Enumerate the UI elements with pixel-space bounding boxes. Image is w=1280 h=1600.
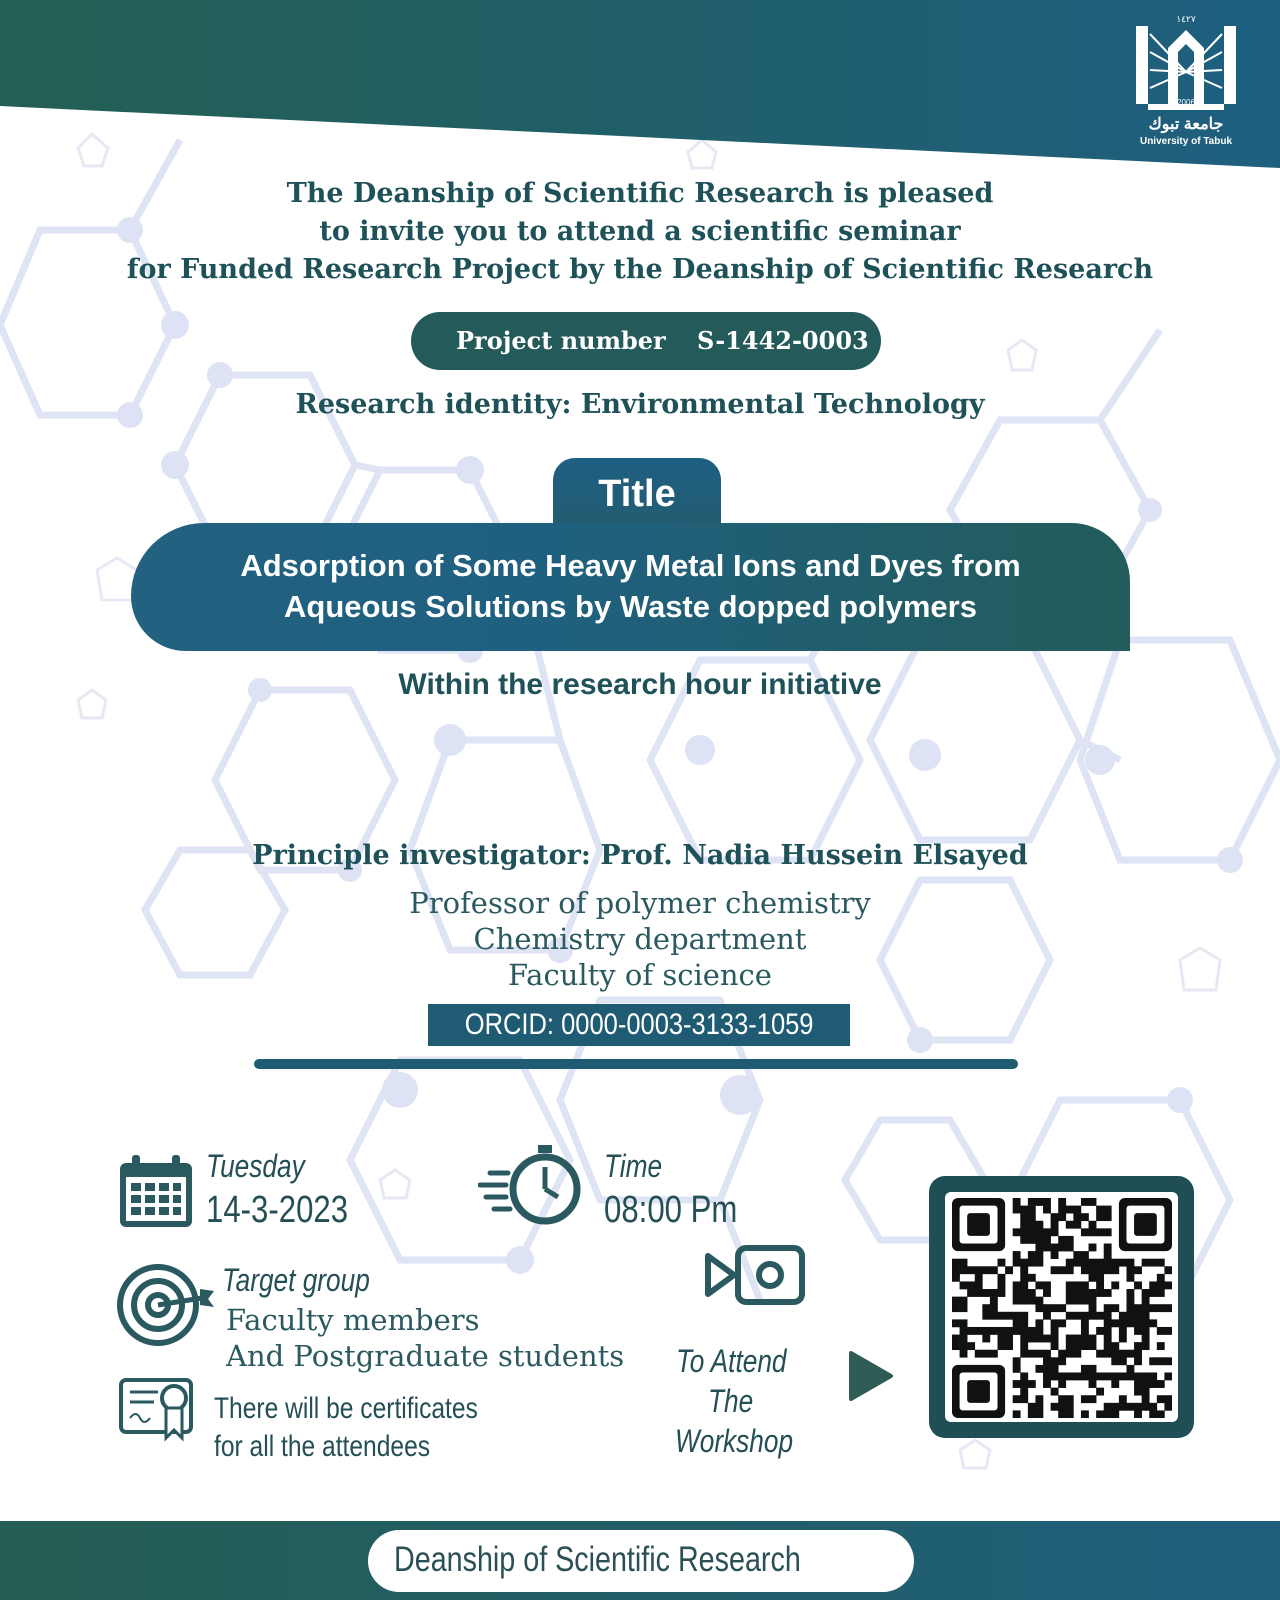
logo-english-name: University of Tabuk bbox=[1139, 136, 1233, 147]
event-day: Tuesday bbox=[206, 1148, 305, 1184]
target-icon bbox=[116, 1261, 216, 1349]
logo-emblem-icon bbox=[1128, 12, 1244, 112]
footer-label: Deanship of Scientific Research bbox=[394, 1540, 801, 1579]
time-label: Time bbox=[604, 1148, 663, 1184]
project-number-label: Project number bbox=[456, 326, 666, 355]
stopwatch-icon bbox=[478, 1145, 584, 1227]
attend-line-2: The bbox=[708, 1383, 754, 1419]
initiative-text: Within the research hour initiative bbox=[398, 668, 882, 701]
intro-line-1: The Deanship of Scientific Research is pleased bbox=[286, 178, 994, 209]
intro-text bbox=[0, 175, 1280, 289]
investigator-heading: Principle investigator: Prof. Nadia Hussein Elsayed bbox=[252, 840, 1028, 871]
event-date: 14-3-2023 bbox=[206, 1189, 349, 1231]
research-identity: Research identity: Environmental Technology bbox=[295, 389, 985, 420]
time-value: 08:00 Pm bbox=[604, 1189, 738, 1231]
title-line-1: Adsorption of Some Heavy Metal Ions and Dyes from bbox=[240, 548, 1021, 583]
investigator-position: Professor of polymer chemistry bbox=[409, 886, 871, 920]
attend-text bbox=[662, 1341, 800, 1461]
footer-label-wrap bbox=[394, 1540, 890, 1580]
logo-hijri-year: ١٤٢٧ bbox=[1176, 14, 1196, 24]
attend-line-3: Workshop bbox=[674, 1423, 794, 1459]
header-band bbox=[0, 0, 1280, 168]
investigator-department: Chemistry department bbox=[473, 922, 807, 956]
cert-line-2: for all the attendees bbox=[214, 1430, 431, 1463]
play-arrow-icon bbox=[848, 1350, 894, 1402]
intro-line-3: for Funded Research Project by the Deanship of Scientific Research bbox=[126, 254, 1154, 285]
project-number-pill bbox=[411, 312, 881, 370]
title-box bbox=[131, 523, 1130, 651]
orcid-text: ORCID: 0000-0003-3133-1059 bbox=[464, 1008, 814, 1041]
title-line-2: Aqueous Solutions by Waste dopped polymers bbox=[284, 589, 977, 624]
calendar-icon bbox=[118, 1155, 194, 1229]
footer-pill bbox=[368, 1530, 914, 1592]
certificate-icon bbox=[118, 1372, 200, 1442]
qr-code-icon[interactable] bbox=[952, 1198, 1172, 1418]
section-divider bbox=[254, 1059, 1018, 1069]
target-label: Target group bbox=[222, 1262, 370, 1298]
investigator-faculty: Faculty of science bbox=[508, 958, 772, 992]
title-tab: Title bbox=[553, 458, 721, 530]
logo-arabic-name: جامعة تبوك bbox=[1148, 116, 1224, 133]
cert-line-1: There will be certificates bbox=[214, 1392, 478, 1425]
target-line-2: And Postgraduate students bbox=[226, 1339, 625, 1373]
video-camera-icon bbox=[704, 1244, 806, 1306]
logo-year: 2006 bbox=[1177, 98, 1195, 107]
orcid-badge bbox=[428, 1004, 850, 1046]
project-number-value: S-1442-0003 bbox=[697, 326, 869, 355]
intro-line-2: to invite you to attend a scientific seminar bbox=[319, 216, 961, 247]
attend-line-1: To Attend bbox=[675, 1343, 787, 1379]
target-line-1: Faculty members bbox=[226, 1303, 480, 1337]
university-logo bbox=[1128, 12, 1244, 152]
